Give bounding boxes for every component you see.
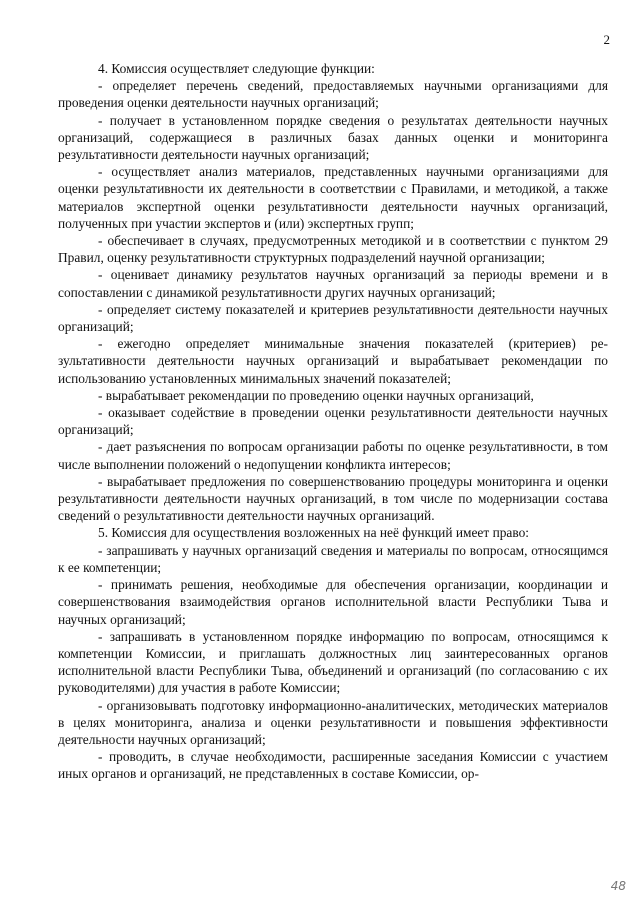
paragraph-right: - организовывать подготовку информационно-аналитических, методических материалов в целях мониторинга, анализа и оценки результативности и повышения эффективности деятельности научных организаций; — [58, 697, 608, 747]
page-number: 2 — [603, 32, 610, 47]
paragraph-function: - оказывает содействие в проведении оценки результативности деятельности научных организаций; — [58, 405, 608, 438]
paragraph-functions-heading: 4. Комиссия осуществляет следующие функции: — [98, 61, 375, 76]
paragraph-function: - получает в установленном порядке сведения о результатах деятельности научных организаций, содержащиеся в различных базах данных оценки и мониторинга результативности деятельности научных организаций; — [58, 112, 608, 163]
paragraph-right: - проводить, в случае необходимости, расширенные заседания Комиссии с участием иных органов и организаций, не представленных в составе Комиссии, ор- — [58, 749, 608, 782]
paragraph-function: - определяет перечень сведений, предоставляемых научными организациями для проведения оценки деятельности научных организаций; — [58, 78, 608, 111]
paragraph-function: - осуществляет анализ материалов, представленных научными организациями для оценки результативности их деятельности в соответствии с Правилами, и методикой, а также материалов экспертной оценки результативности деятельности научных организаций, полученных при участии экспертов и (или) экспертных групп; — [58, 164, 608, 231]
paragraph-function: - ежегодно определяет минимальные значения показателей (критериев) результативности деятельности научных организаций и вырабатывает рекомендации по использованию установленных минимальных значений показателей; — [58, 336, 608, 386]
paragraph-right: - запрашивать у научных организаций сведения и материалы по вопросам, относящимся к ее компетенции; — [58, 542, 608, 575]
paragraph-rights-heading: 5. Комиссия для осуществления возложенных на неё функций имеет право: — [98, 525, 530, 541]
paragraph-right: - принимать решения, необходимые для обеспечения организации, координации и совершенствования взаимодействия органов исполнительной власти Республики Тыва и научных организаций; — [58, 577, 608, 627]
paragraph-function: - определяет систему показателей и критериев результативности деятельности научных организаций; — [58, 301, 608, 335]
document-body — [58, 60, 608, 783]
paragraph-function: - обеспечивает в случаях, предусмотренных методикой и в соответствии с пунктом 29 Правил, оценку результативности структурных подразделений научной организации; — [58, 233, 608, 266]
handwritten-page-number: 48 — [610, 879, 626, 893]
paragraph-function: - вырабатывает предложения по совершенствованию процедуры мониторинга и оценки результативности деятельности научных организаций, в том числе по модернизации состава сведений о результативности деятельности научных организаций. — [58, 473, 608, 524]
paragraph-function: - дает разъяснения по вопросам организации работы по оценке результативности, в том числе выполнении положений о недопущении конфликта интересов; — [58, 439, 608, 472]
paragraph-function: - оценивает динамику результатов научных организаций за периоды времени и в сопоставлении с динамикой результативности других научных организаций; — [58, 267, 608, 300]
paragraph-function: - вырабатывает рекомендации по проведению оценки научных организаций, — [98, 387, 534, 403]
paragraph-right: - запрашивать в установленном порядке информацию по вопросам, относящимся к компетенции Комиссии, и приглашать должностных лиц заинтересованных органов исполнительной власти Республики Тыва, объединений и организаций (по согласованию с их руководителями) для участия в работе Комиссии; — [58, 628, 608, 696]
